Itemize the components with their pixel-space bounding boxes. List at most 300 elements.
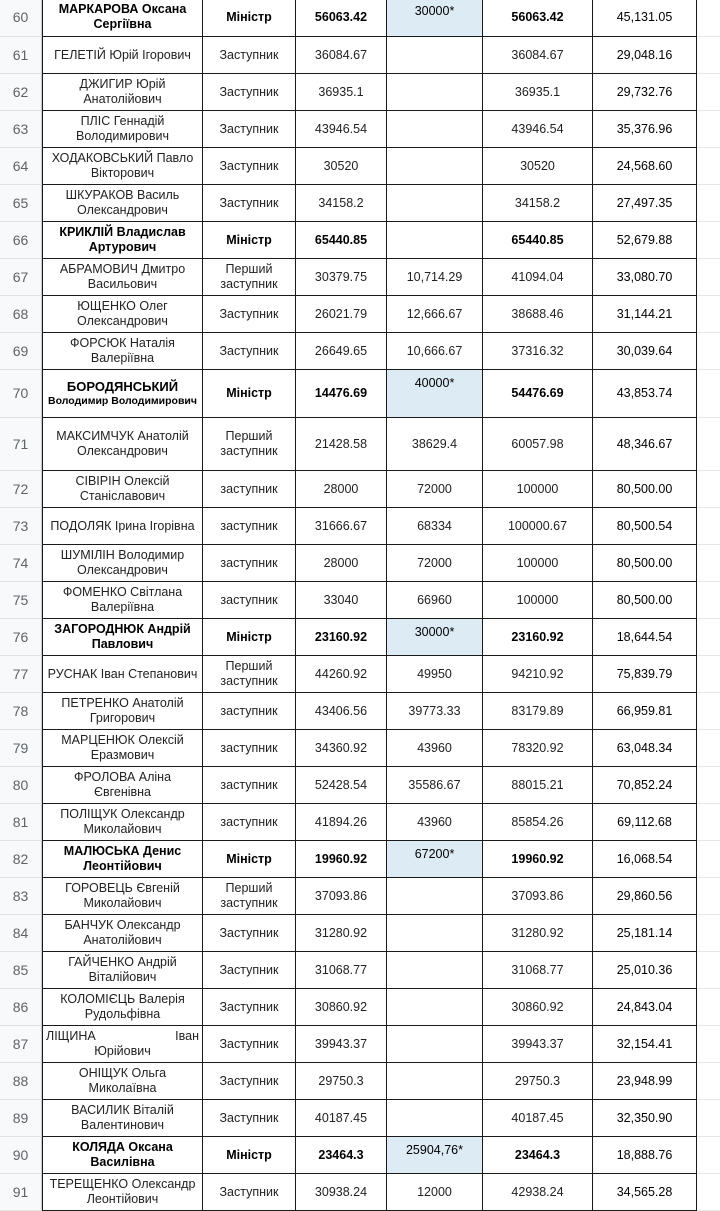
row-number[interactable]	[0, 296, 42, 333]
position-cell[interactable]	[203, 0, 296, 37]
name-cell[interactable]	[42, 296, 203, 333]
base-salary-cell[interactable]	[296, 333, 387, 370]
name-cell[interactable]	[42, 915, 203, 952]
empty-cell[interactable]	[697, 878, 720, 915]
row-number[interactable]	[0, 841, 42, 878]
bonus-cell[interactable]	[387, 952, 483, 989]
net-cell[interactable]	[593, 804, 697, 841]
net-cell[interactable]	[593, 693, 697, 730]
position-cell[interactable]	[203, 185, 296, 222]
n-text: 63	[12, 120, 29, 137]
name-cell[interactable]	[42, 185, 203, 222]
total-cell[interactable]	[483, 841, 593, 878]
empty-cell[interactable]	[697, 0, 720, 37]
total-cell[interactable]	[483, 148, 593, 185]
empty-cell[interactable]	[697, 1063, 720, 1100]
empty-cell[interactable]	[697, 545, 720, 582]
net-cell[interactable]	[593, 989, 697, 1026]
name-cell[interactable]	[42, 370, 203, 418]
total-text: 31068.77	[511, 962, 564, 977]
empty-cell[interactable]	[697, 804, 720, 841]
empty-cell[interactable]	[697, 693, 720, 730]
base-salary-cell[interactable]	[296, 1026, 387, 1063]
base-salary-cell[interactable]	[296, 693, 387, 730]
total-cell[interactable]	[483, 582, 593, 619]
base-text: 40187.45	[314, 1110, 368, 1125]
name-cell[interactable]	[42, 148, 203, 185]
row-number[interactable]	[0, 952, 42, 989]
bonus-cell[interactable]	[387, 1026, 483, 1063]
empty-cell[interactable]	[697, 370, 720, 418]
empty-cell[interactable]	[697, 111, 720, 148]
bonus-cell[interactable]	[387, 1174, 483, 1211]
base-text: 30520	[323, 158, 359, 173]
total-cell[interactable]	[483, 545, 593, 582]
name-cell[interactable]	[42, 693, 203, 730]
base-salary-cell[interactable]	[296, 0, 387, 37]
net-text: 66,959.81	[616, 703, 673, 718]
bonus-cell-highlighted[interactable]	[387, 0, 483, 37]
total-cell[interactable]	[483, 333, 593, 370]
position-cell[interactable]	[203, 1100, 296, 1137]
bonus-cell[interactable]	[387, 74, 483, 111]
name-cell[interactable]	[42, 508, 203, 545]
n-text: 61	[12, 46, 29, 63]
position-cell[interactable]	[203, 370, 296, 418]
total-cell[interactable]	[483, 1100, 593, 1137]
total-cell[interactable]	[483, 730, 593, 767]
net-cell[interactable]	[593, 471, 697, 508]
empty-cell[interactable]	[697, 989, 720, 1026]
bonus-cell[interactable]	[387, 111, 483, 148]
bonus-cell[interactable]	[387, 508, 483, 545]
net-cell[interactable]	[593, 1174, 697, 1211]
net-cell[interactable]	[593, 111, 697, 148]
base-salary-cell[interactable]	[296, 619, 387, 656]
position-cell[interactable]	[203, 878, 296, 915]
bonus-cell[interactable]	[387, 915, 483, 952]
bonus-cell[interactable]	[387, 296, 483, 333]
net-cell[interactable]	[593, 148, 697, 185]
total-cell[interactable]	[483, 1137, 593, 1174]
name-cell[interactable]	[42, 841, 203, 878]
base-salary-cell[interactable]	[296, 730, 387, 767]
row-number[interactable]	[0, 259, 42, 296]
total-cell[interactable]	[483, 619, 593, 656]
position-cell[interactable]	[203, 952, 296, 989]
position-cell[interactable]	[203, 296, 296, 333]
net-cell[interactable]	[593, 333, 697, 370]
net-text: 80,500.00	[616, 555, 673, 570]
net-cell[interactable]	[593, 1100, 697, 1137]
row-number[interactable]	[0, 1026, 42, 1063]
name-cell[interactable]	[42, 878, 203, 915]
position-cell[interactable]	[203, 333, 296, 370]
net-text: 23,948.99	[616, 1073, 673, 1088]
position-cell[interactable]	[203, 222, 296, 259]
bonus-cell[interactable]	[387, 656, 483, 693]
position-cell[interactable]	[203, 259, 296, 296]
name-cell[interactable]	[42, 619, 203, 656]
row-number[interactable]	[0, 74, 42, 111]
total-text: 41094.04	[511, 269, 564, 284]
net-cell[interactable]	[593, 37, 697, 74]
table-row	[0, 545, 720, 582]
base-salary-cell[interactable]	[296, 508, 387, 545]
base-salary-cell[interactable]	[296, 259, 387, 296]
bonus-cell[interactable]	[387, 148, 483, 185]
position-cell[interactable]	[203, 767, 296, 804]
bonus-cell[interactable]	[387, 185, 483, 222]
base-text: 21428.58	[314, 436, 368, 451]
empty-cell[interactable]	[697, 767, 720, 804]
table-row	[0, 1100, 720, 1137]
empty-cell[interactable]	[697, 656, 720, 693]
net-cell[interactable]	[593, 370, 697, 418]
total-cell[interactable]	[483, 1174, 593, 1211]
position-cell[interactable]	[203, 545, 296, 582]
name-cell[interactable]	[42, 111, 203, 148]
base-salary-cell[interactable]	[296, 296, 387, 333]
base-salary-cell[interactable]	[296, 656, 387, 693]
row-number[interactable]	[0, 545, 42, 582]
position-cell[interactable]	[203, 1174, 296, 1211]
bonus-cell-highlighted[interactable]	[387, 619, 483, 656]
row-number[interactable]	[0, 1174, 42, 1211]
total-cell[interactable]	[483, 952, 593, 989]
name-cell[interactable]	[42, 333, 203, 370]
bonus-cell[interactable]	[387, 222, 483, 259]
empty-cell[interactable]	[697, 222, 720, 259]
row-number[interactable]	[0, 222, 42, 259]
empty-cell[interactable]	[697, 1026, 720, 1063]
base-salary-cell[interactable]	[296, 582, 387, 619]
bonus-cell[interactable]	[387, 37, 483, 74]
position-cell[interactable]	[203, 915, 296, 952]
empty-cell[interactable]	[697, 418, 720, 471]
base-salary-cell[interactable]	[296, 1137, 387, 1174]
base-salary-cell[interactable]	[296, 74, 387, 111]
base-salary-cell[interactable]	[296, 185, 387, 222]
position-text: Заступник	[219, 1073, 279, 1088]
net-cell[interactable]	[593, 619, 697, 656]
total-cell[interactable]	[483, 185, 593, 222]
n-text: 82	[12, 850, 29, 867]
position-text: Заступник	[219, 47, 279, 62]
row-number[interactable]	[0, 767, 42, 804]
base-salary-cell[interactable]	[296, 370, 387, 418]
name-cell[interactable]	[42, 1026, 203, 1063]
row-number[interactable]	[0, 333, 42, 370]
total-cell[interactable]	[483, 259, 593, 296]
bonus-cell[interactable]	[387, 582, 483, 619]
net-cell[interactable]	[593, 1063, 697, 1100]
empty-cell[interactable]	[697, 952, 720, 989]
total-cell[interactable]	[483, 989, 593, 1026]
net-cell[interactable]	[593, 0, 697, 37]
bonus-text: 30000*	[414, 4, 455, 18]
row-number[interactable]	[0, 619, 42, 656]
name-cell[interactable]	[42, 471, 203, 508]
net-text: 29,732.76	[616, 84, 673, 99]
row-number[interactable]	[0, 582, 42, 619]
empty-cell[interactable]	[697, 1174, 720, 1211]
position-cell[interactable]	[203, 37, 296, 74]
row-number[interactable]	[0, 1137, 42, 1174]
empty-cell[interactable]	[697, 148, 720, 185]
bonus-cell[interactable]	[387, 1063, 483, 1100]
bonus-cell[interactable]	[387, 767, 483, 804]
bonus-cell[interactable]	[387, 545, 483, 582]
net-cell[interactable]	[593, 656, 697, 693]
name-cell[interactable]	[42, 1063, 203, 1100]
empty-cell[interactable]	[697, 619, 720, 656]
row-number[interactable]	[0, 508, 42, 545]
position-cell[interactable]	[203, 111, 296, 148]
total-text: 36935.1	[514, 84, 561, 99]
empty-cell[interactable]	[697, 1100, 720, 1137]
net-text: 80,500.54	[616, 518, 673, 533]
row-number[interactable]	[0, 418, 42, 471]
row-number[interactable]	[0, 656, 42, 693]
name-cell[interactable]	[42, 259, 203, 296]
position-cell[interactable]	[203, 418, 296, 471]
name-cell[interactable]	[42, 952, 203, 989]
total-cell[interactable]	[483, 878, 593, 915]
empty-cell[interactable]	[697, 582, 720, 619]
net-cell[interactable]	[593, 545, 697, 582]
bonus-cell-highlighted[interactable]	[387, 370, 483, 418]
empty-cell[interactable]	[697, 333, 720, 370]
base-salary-cell[interactable]	[296, 111, 387, 148]
total-cell[interactable]	[483, 1063, 593, 1100]
total-cell[interactable]	[483, 370, 593, 418]
net-cell[interactable]	[593, 952, 697, 989]
total-cell[interactable]	[483, 74, 593, 111]
net-cell[interactable]	[593, 185, 697, 222]
total-cell[interactable]	[483, 37, 593, 74]
total-cell[interactable]	[483, 1026, 593, 1063]
net-cell[interactable]	[593, 418, 697, 471]
net-cell[interactable]	[593, 74, 697, 111]
net-cell[interactable]	[593, 1026, 697, 1063]
name-cell[interactable]	[42, 418, 203, 471]
net-cell[interactable]	[593, 259, 697, 296]
total-cell[interactable]	[483, 804, 593, 841]
position-text: Перший заступник	[220, 262, 278, 291]
net-cell[interactable]	[593, 582, 697, 619]
base-salary-cell[interactable]	[296, 545, 387, 582]
position-cell[interactable]	[203, 508, 296, 545]
full-name-text: ЮЩЕНКО Олег Олександрович	[77, 299, 168, 328]
base-text: 26649.65	[314, 343, 368, 358]
position-cell[interactable]	[203, 989, 296, 1026]
total-text: 43946.54	[511, 121, 564, 136]
full-name-text: ПОДОЛЯК Ірина Ігорівна	[50, 518, 195, 533]
net-cell[interactable]	[593, 1137, 697, 1174]
base-salary-cell[interactable]	[296, 471, 387, 508]
name-cell[interactable]	[42, 804, 203, 841]
base-salary-cell[interactable]	[296, 952, 387, 989]
row-number[interactable]	[0, 0, 42, 37]
base-salary-cell[interactable]	[296, 418, 387, 471]
base-salary-cell[interactable]	[296, 804, 387, 841]
row-number[interactable]	[0, 878, 42, 915]
net-cell[interactable]	[593, 222, 697, 259]
row-number[interactable]	[0, 37, 42, 74]
position-cell[interactable]	[203, 1063, 296, 1100]
empty-cell[interactable]	[697, 915, 720, 952]
base-text: 30379.75	[314, 269, 368, 284]
bonus-cell[interactable]	[387, 878, 483, 915]
n-text: 88	[12, 1072, 29, 1089]
net-cell[interactable]	[593, 878, 697, 915]
empty-cell[interactable]	[697, 74, 720, 111]
base-salary-cell[interactable]	[296, 767, 387, 804]
net-cell[interactable]	[593, 508, 697, 545]
row-number[interactable]	[0, 915, 42, 952]
empty-cell[interactable]	[697, 1137, 720, 1174]
row-number[interactable]	[0, 185, 42, 222]
total-cell[interactable]	[483, 915, 593, 952]
row-number[interactable]	[0, 370, 42, 418]
bonus-cell[interactable]	[387, 471, 483, 508]
bonus-cell[interactable]	[387, 693, 483, 730]
total-cell[interactable]	[483, 656, 593, 693]
position-cell[interactable]	[203, 1137, 296, 1174]
bonus-cell[interactable]	[387, 804, 483, 841]
total-cell[interactable]	[483, 0, 593, 37]
name-cell[interactable]	[42, 1174, 203, 1211]
name-cell[interactable]	[42, 37, 203, 74]
position-cell[interactable]	[203, 148, 296, 185]
bonus-cell[interactable]	[387, 259, 483, 296]
base-salary-cell[interactable]	[296, 148, 387, 185]
total-cell[interactable]	[483, 222, 593, 259]
net-text: 32,154.41	[616, 1036, 673, 1051]
total-cell[interactable]	[483, 508, 593, 545]
total-cell[interactable]	[483, 767, 593, 804]
position-cell[interactable]	[203, 804, 296, 841]
total-cell[interactable]	[483, 296, 593, 333]
net-cell[interactable]	[593, 841, 697, 878]
total-cell[interactable]	[483, 693, 593, 730]
table-row	[0, 767, 720, 804]
bonus-cell-highlighted[interactable]	[387, 841, 483, 878]
name-cell[interactable]	[42, 767, 203, 804]
empty-cell[interactable]	[697, 259, 720, 296]
total-text: 100000	[516, 592, 559, 607]
total-cell[interactable]	[483, 111, 593, 148]
position-text: заступник	[220, 814, 278, 829]
bonus-cell[interactable]	[387, 989, 483, 1026]
n-text: 75	[12, 591, 29, 608]
name-cell[interactable]	[42, 582, 203, 619]
row-number[interactable]	[0, 804, 42, 841]
table-row	[0, 841, 720, 878]
position-text: Перший заступник	[220, 429, 278, 458]
base-text: 30938.24	[314, 1184, 368, 1199]
row-number[interactable]	[0, 148, 42, 185]
position-cell[interactable]	[203, 619, 296, 656]
net-cell[interactable]	[593, 730, 697, 767]
base-salary-cell[interactable]	[296, 878, 387, 915]
position-cell[interactable]	[203, 693, 296, 730]
position-cell[interactable]	[203, 74, 296, 111]
position-cell[interactable]	[203, 1026, 296, 1063]
name-cell[interactable]	[42, 222, 203, 259]
net-cell[interactable]	[593, 767, 697, 804]
position-text: заступник	[220, 703, 278, 718]
full-name-text: КРИКЛІЙ Владислав Артурович	[59, 225, 186, 254]
empty-cell[interactable]	[697, 471, 720, 508]
base-text: 28000	[323, 555, 359, 570]
empty-cell[interactable]	[697, 37, 720, 74]
empty-cell[interactable]	[697, 185, 720, 222]
base-salary-cell[interactable]	[296, 841, 387, 878]
name-cell[interactable]	[42, 1137, 203, 1174]
table-row	[0, 471, 720, 508]
position-cell[interactable]	[203, 656, 296, 693]
base-salary-cell[interactable]	[296, 1063, 387, 1100]
base-salary-cell[interactable]	[296, 1100, 387, 1137]
table-row	[0, 1026, 720, 1063]
total-text: 65440.85	[511, 232, 564, 247]
base-salary-cell[interactable]	[296, 1174, 387, 1211]
total-cell[interactable]	[483, 471, 593, 508]
name-cell[interactable]	[42, 0, 203, 37]
row-number[interactable]	[0, 1100, 42, 1137]
empty-cell[interactable]	[697, 296, 720, 333]
base-salary-cell[interactable]	[296, 989, 387, 1026]
position-cell[interactable]	[203, 582, 296, 619]
row-number[interactable]	[0, 693, 42, 730]
empty-cell[interactable]	[697, 508, 720, 545]
total-cell[interactable]	[483, 418, 593, 471]
position-cell[interactable]	[203, 730, 296, 767]
full-name-text: МАКСИМЧУК Анатолій Олександрович	[56, 429, 189, 458]
row-number[interactable]	[0, 989, 42, 1026]
position-cell[interactable]	[203, 841, 296, 878]
row-number[interactable]	[0, 111, 42, 148]
bonus-cell-highlighted[interactable]	[387, 1137, 483, 1174]
name-cell[interactable]	[42, 730, 203, 767]
row-number[interactable]	[0, 1063, 42, 1100]
name-cell[interactable]	[42, 656, 203, 693]
name-cell[interactable]	[42, 989, 203, 1026]
row-number[interactable]	[0, 730, 42, 767]
base-salary-cell[interactable]	[296, 222, 387, 259]
bonus-cell[interactable]	[387, 333, 483, 370]
n-text: 69	[12, 342, 29, 359]
base-salary-cell[interactable]	[296, 37, 387, 74]
row-number[interactable]	[0, 471, 42, 508]
bonus-cell[interactable]	[387, 418, 483, 471]
net-cell[interactable]	[593, 296, 697, 333]
name-cell[interactable]	[42, 1100, 203, 1137]
empty-cell[interactable]	[697, 730, 720, 767]
position-cell[interactable]	[203, 471, 296, 508]
net-cell[interactable]	[593, 915, 697, 952]
table-row	[0, 693, 720, 730]
bonus-cell[interactable]	[387, 1100, 483, 1137]
name-cell[interactable]	[42, 545, 203, 582]
bonus-cell[interactable]	[387, 730, 483, 767]
name-cell[interactable]	[42, 74, 203, 111]
empty-cell[interactable]	[697, 841, 720, 878]
base-salary-cell[interactable]	[296, 915, 387, 952]
base-text: 65440.85	[314, 232, 368, 247]
